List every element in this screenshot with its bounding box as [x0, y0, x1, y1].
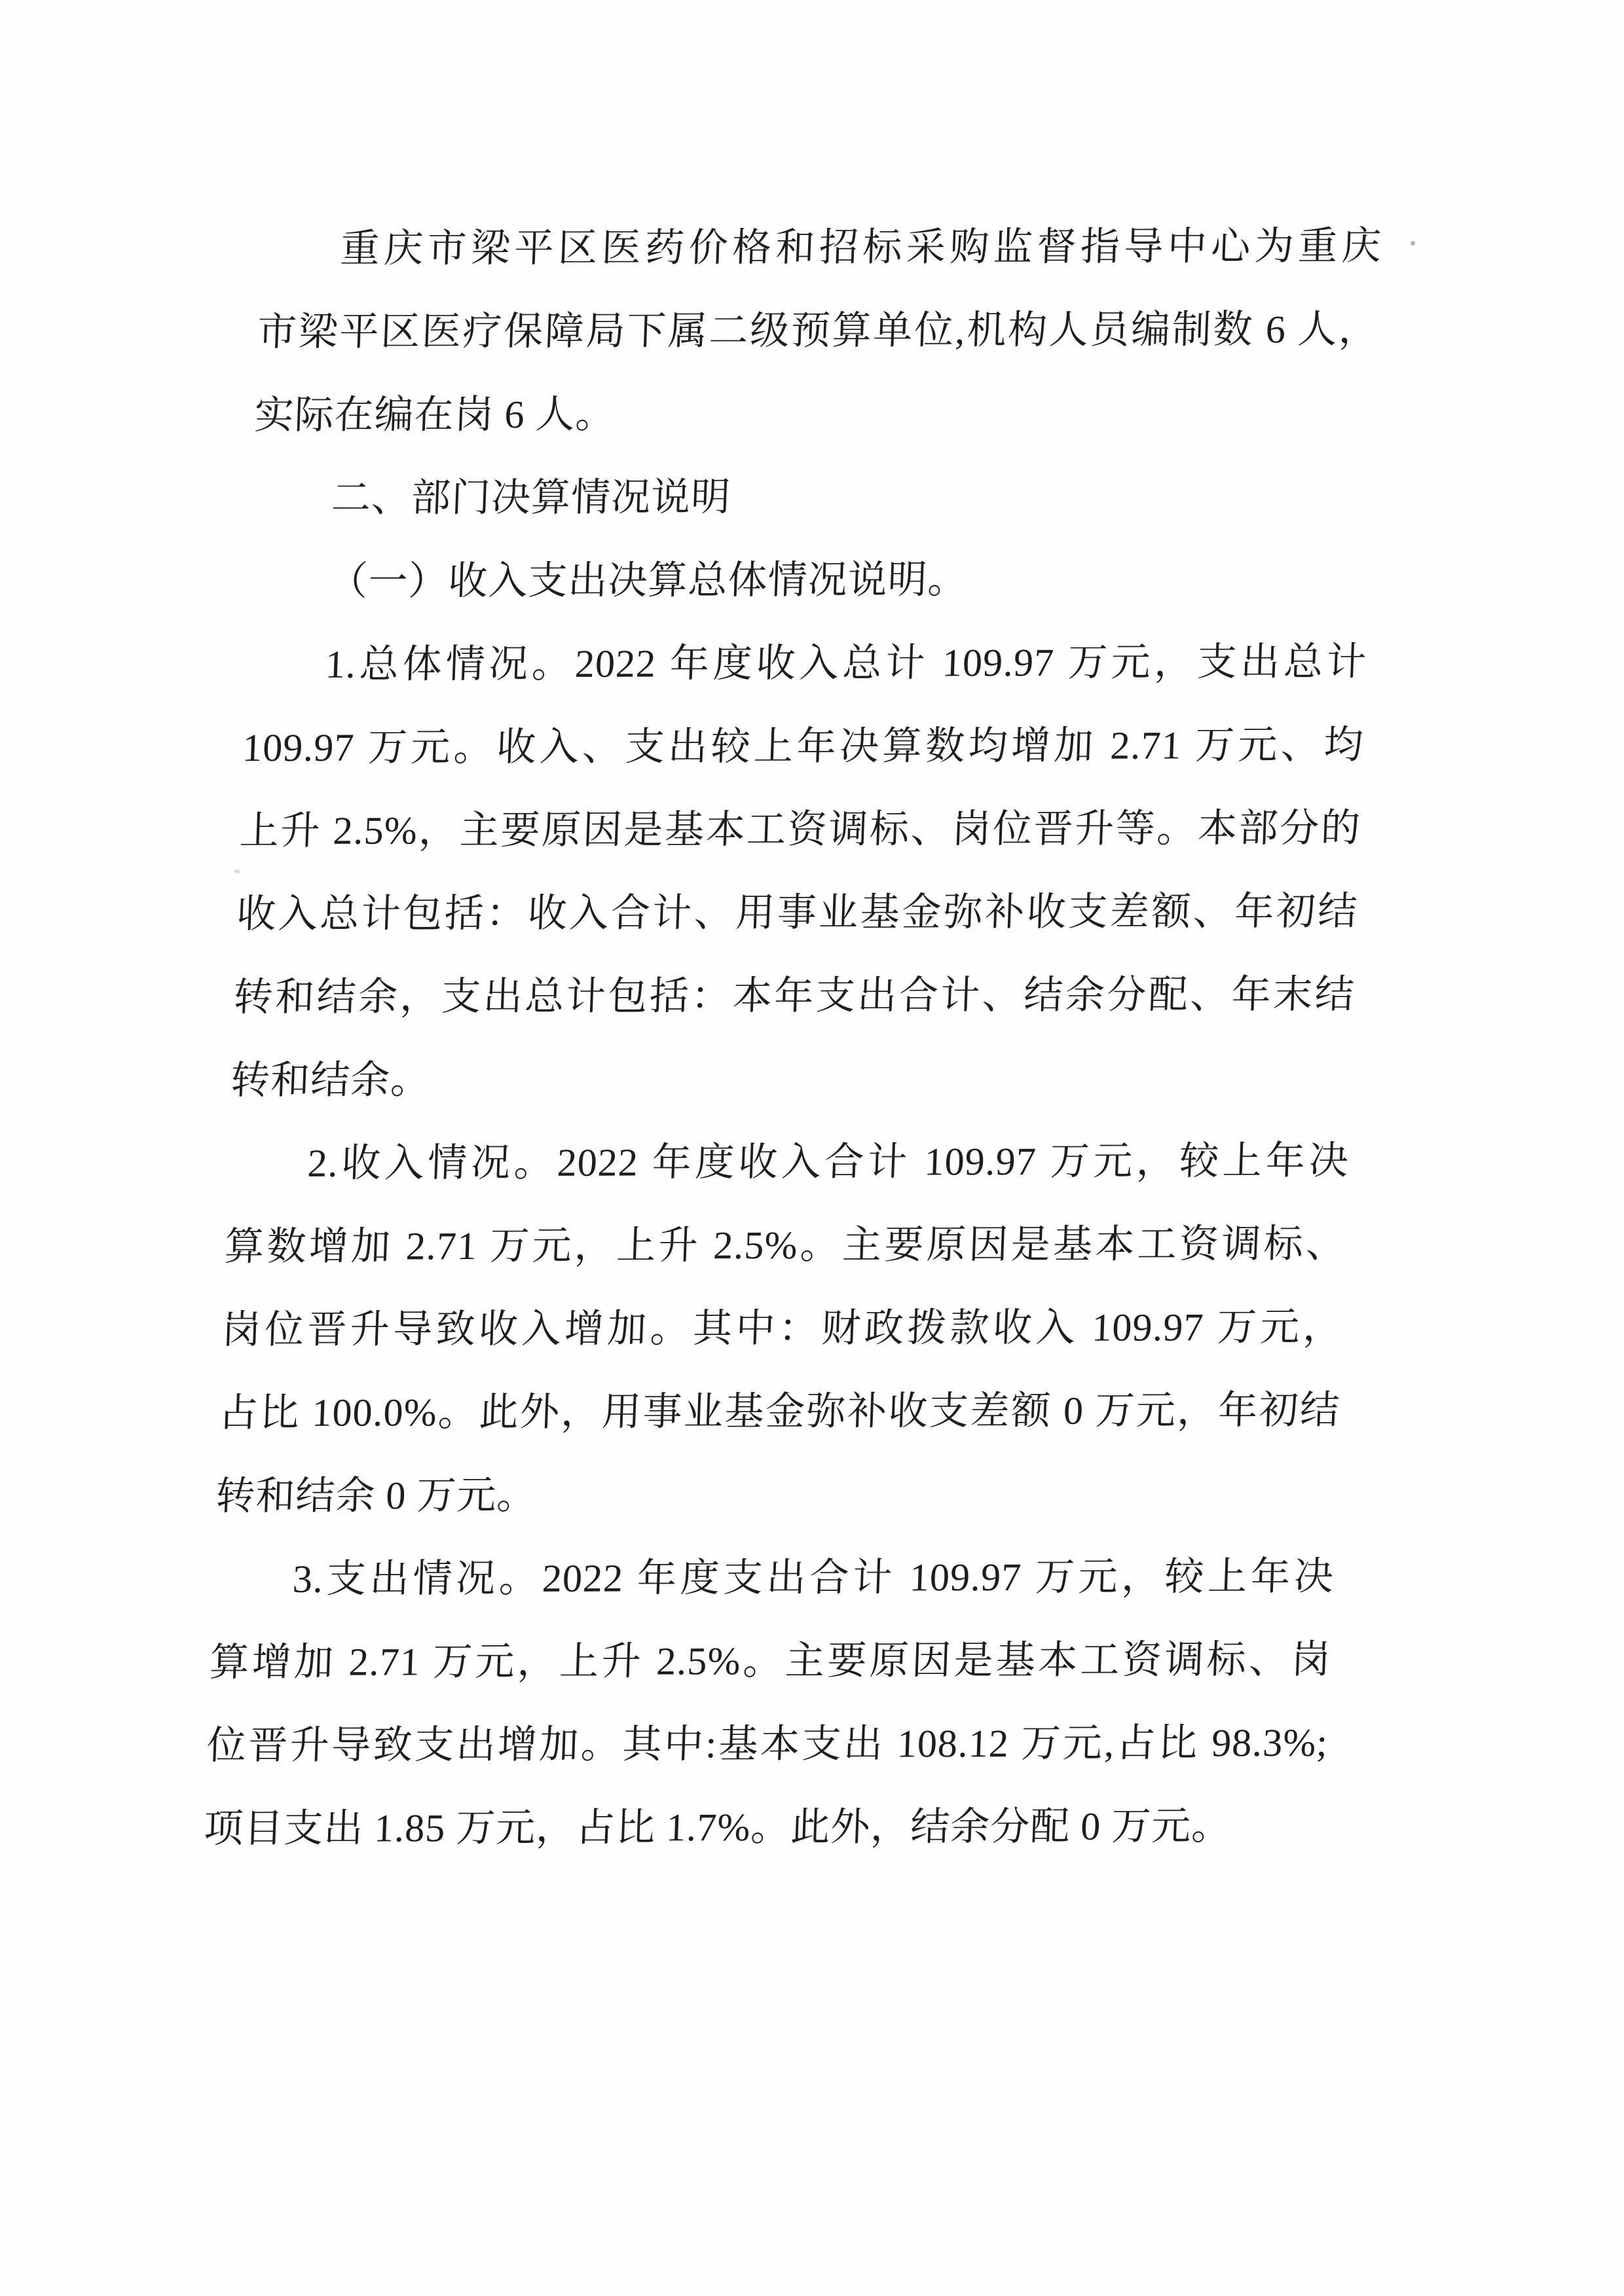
- text-line: 转和结余 0 万元。: [215, 1473, 538, 1518]
- text-line: 实际在编在岗 6 人。: [253, 392, 616, 437]
- paragraph-overall-situation: [229, 621, 1368, 1122]
- paragraph-subsection-heading: [247, 538, 1371, 623]
- scan-artifact-dot: [234, 869, 240, 873]
- text-line: 转和结余，支出总计包括：本年支出合计、结余分配、年末结: [232, 972, 1356, 1019]
- text-line: 二、部门决算情况说明: [330, 475, 732, 520]
- text-line: 项目支出 1.85 万元，占比 1.7%。此外，结余分配 0 万元。: [203, 1804, 1232, 1851]
- text-line: 市梁平区医疗保障局下属二级预算单位,机构人员编制数 6 人，: [256, 307, 1380, 354]
- text-line: 收入总计包括：收入合计、用事业基金弥补收支差额、年初结: [236, 889, 1359, 936]
- paragraph-expenditure-situation: [202, 1535, 1335, 1870]
- document-body: [202, 205, 1383, 1870]
- paragraph-org-overview: [253, 205, 1383, 457]
- text-line: （一）收入支出决算总体情况说明。: [327, 558, 969, 603]
- text-line: 位晋升导致支出增加。其中:基本支出 108.12 万元,占比 98.3%;: [206, 1721, 1329, 1768]
- text-line: 3.支出情况。2022 年度支出合计 109.97 万元，较上年决: [291, 1554, 1335, 1601]
- text-line: 重庆市梁平区医药价格和招标采购监督指导中心为重庆: [339, 224, 1383, 270]
- text-line: 上升 2.5%，主要原因是基本工资调标、岗位晋升等。本部分的: [238, 806, 1362, 853]
- text-line: 岗位晋升导致收入增加。其中：财政拨款收入 109.97 万元，: [221, 1305, 1344, 1352]
- text-line: 算数增加 2.71 万元，上升 2.5%。主要原因是基本工资调标、: [223, 1222, 1347, 1269]
- text-line: 算增加 2.71 万元，上升 2.5%。主要原因是基本工资调标、岗: [209, 1637, 1332, 1685]
- text-line: 2.收入情况。2022 年度收入合计 109.97 万元，较上年决: [306, 1139, 1350, 1185]
- scan-artifact-dot: [1411, 241, 1415, 246]
- text-line: 转和结余。: [230, 1058, 432, 1102]
- paragraph-income-situation: [214, 1120, 1350, 1538]
- text-line: 占比 100.0%。此外，用事业基金弥补收支差额 0 万元，年初结: [217, 1388, 1341, 1435]
- paragraph-section-heading: [250, 454, 1375, 540]
- text-line: 1.总体情况。2022 年度收入总计 109.97 万元，支出总计: [324, 640, 1368, 686]
- text-line: 109.97 万元。收入、支出较上年决算数均增加 2.71 万元、均: [242, 723, 1365, 770]
